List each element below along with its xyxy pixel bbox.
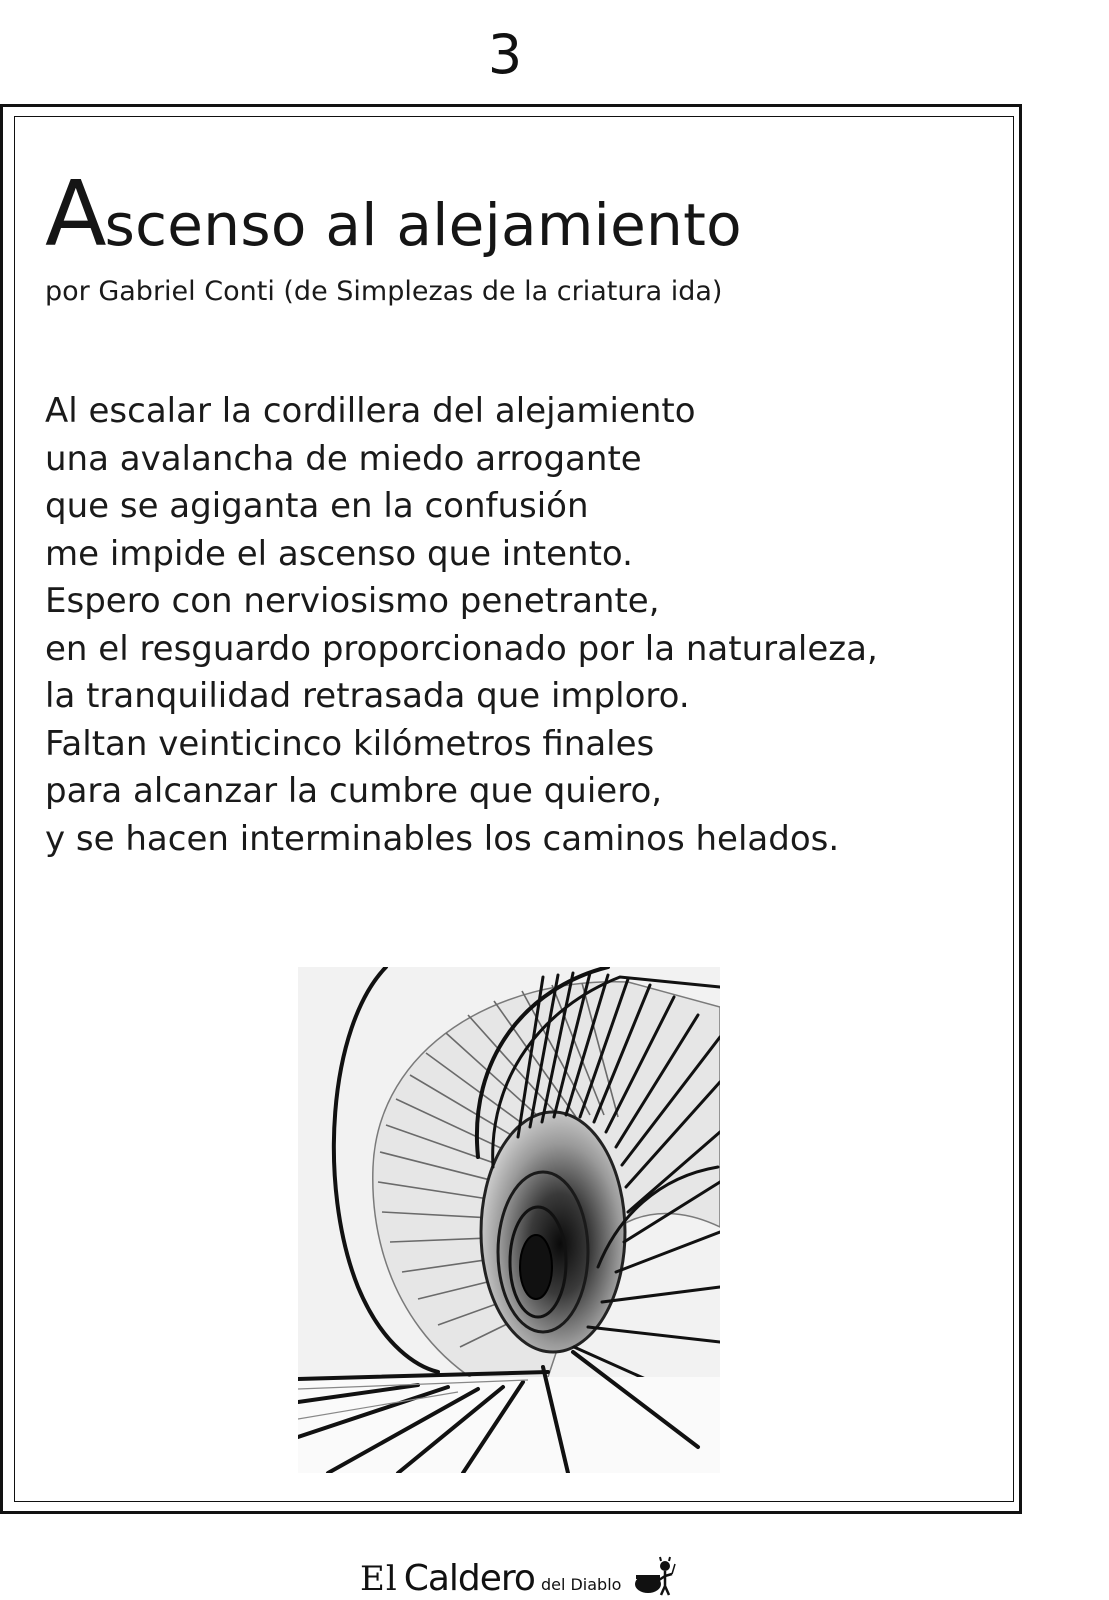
logo-part-del-diablo: del Diablo <box>540 1575 622 1594</box>
title-initial: A <box>45 162 105 267</box>
poem-verse: Faltan veinticinco kilómetros finales <box>45 723 655 764</box>
page-number: 3 <box>487 23 523 86</box>
poem-body <box>45 388 878 863</box>
spiral-staircase-photo <box>298 967 720 1473</box>
cauldron-devil-icon <box>633 1556 677 1596</box>
poem-verse: Espero con nerviosismo penetrante, <box>45 581 660 621</box>
poem-verse: en el resguardo proporcionado por la naturaleza, <box>45 628 878 669</box>
poem-verse: Al escalar la cordillera del alejamiento <box>45 391 696 431</box>
article-title <box>45 162 742 267</box>
title-rest: scenso al alejamiento <box>104 191 742 259</box>
poem-verse: y se hacen interminables los caminos helados. <box>45 818 840 859</box>
logo-part-el: El <box>360 1559 398 1599</box>
poem-verse: la tranquilidad retrasada que imploro. <box>45 676 690 716</box>
poem-verse: una avalancha de miedo arrogante <box>45 438 642 479</box>
logo-part-caldero: Caldero <box>403 1558 535 1599</box>
publication-logo <box>360 1556 690 1598</box>
poem-verse: me impide el ascenso que intento. <box>45 533 633 574</box>
poem-verse: para alcanzar la cumbre que quiero, <box>45 771 663 811</box>
poem-verse: que se agiganta en la confusión <box>45 486 589 526</box>
article-byline: por Gabriel Conti (de Simplezas de la criatura ida) <box>45 276 723 307</box>
